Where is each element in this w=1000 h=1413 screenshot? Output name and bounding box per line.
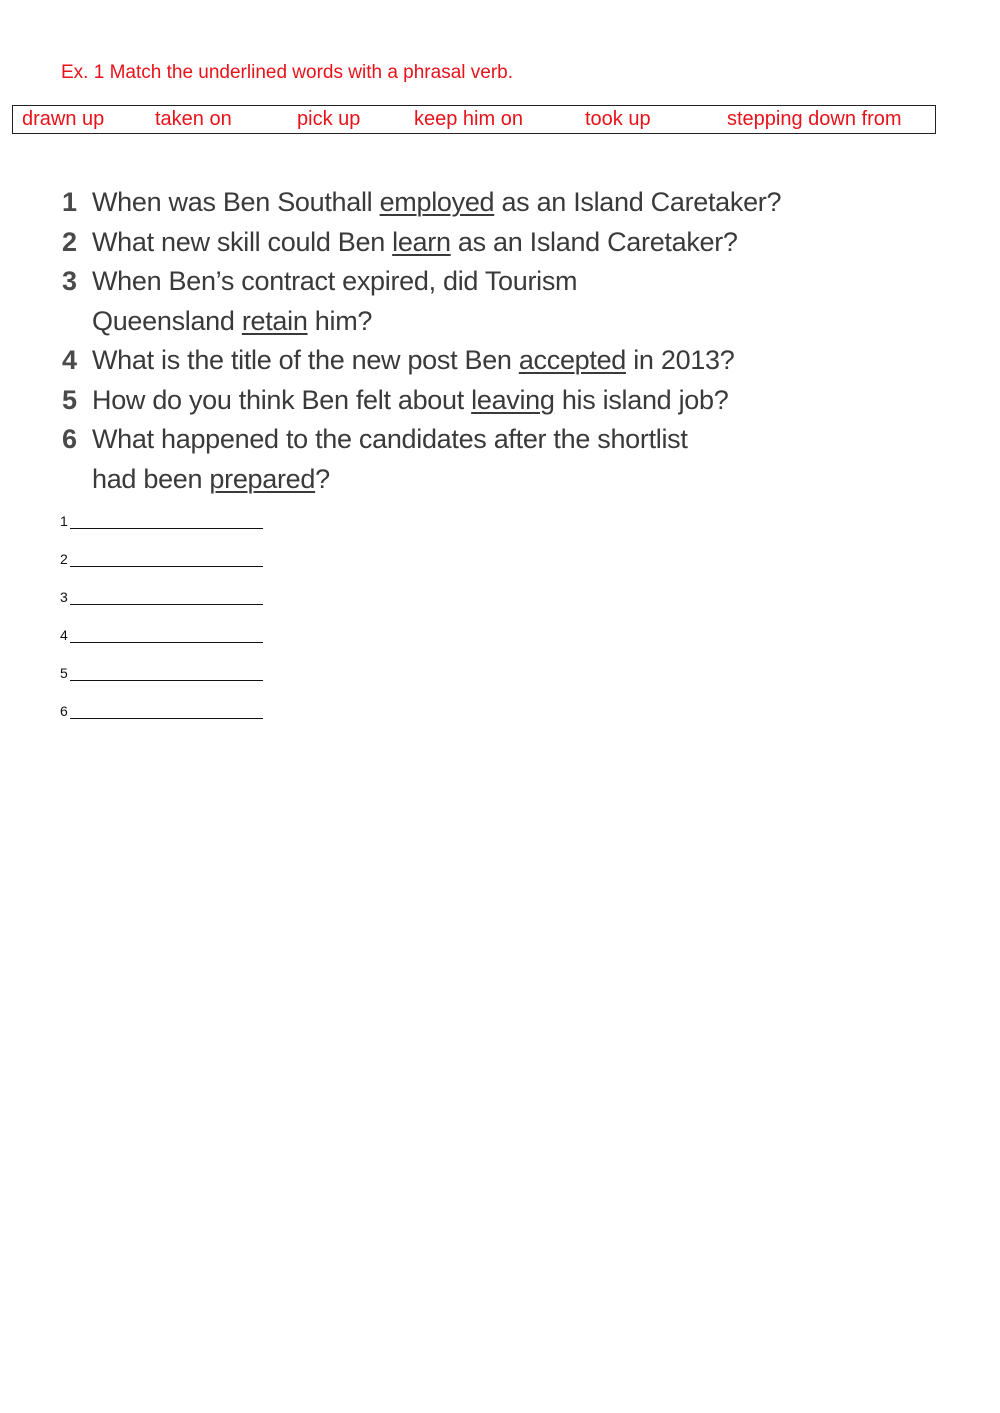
question-text: When was Ben Southall employed as an Island Caretaker?	[92, 187, 782, 217]
question-number: 1	[62, 187, 77, 217]
blank-line[interactable]	[70, 642, 263, 643]
word-bank	[12, 105, 936, 134]
answer-number: 5	[60, 665, 68, 681]
question-number: 3	[62, 266, 77, 296]
answer-number: 4	[60, 627, 68, 643]
word-bank-item: took up	[585, 108, 651, 130]
question-text: Queensland retain him?	[92, 305, 373, 336]
answer-number: 2	[60, 551, 68, 567]
exercise-instruction: Ex. 1 Match the underlined words with a phrasal verb.	[61, 62, 514, 83]
blank-line[interactable]	[70, 566, 263, 567]
question-text: had been prepared?	[92, 463, 330, 494]
underlined-word: learn	[392, 226, 451, 257]
underlined-word: accepted	[518, 345, 627, 375]
question-text: What happened to the candidates after the shortlist	[92, 424, 688, 454]
question-number: 6	[62, 424, 77, 454]
underlined-word: employed	[379, 187, 495, 217]
word-bank-item: taken on	[155, 108, 232, 130]
question-text: What is the title of the new post Ben accepted in 2013?	[92, 345, 735, 375]
question-text: How do you think Ben felt about leaving his island job?	[92, 384, 729, 415]
blank-line[interactable]	[70, 528, 263, 529]
question-text: When Ben’s contract expired, did Tourism	[92, 266, 578, 296]
word-bank-item: pick up	[297, 108, 361, 130]
underlined-word: prepared	[209, 463, 316, 494]
blank-line[interactable]	[70, 604, 263, 605]
word-bank-item: stepping down from	[727, 108, 902, 130]
underlined-word: leaving	[471, 384, 555, 415]
question-number: 5	[62, 384, 77, 415]
answer-number: 3	[60, 589, 68, 605]
question-text: What new skill could Ben learn as an Island Caretaker?	[92, 226, 738, 257]
answer-number: 1	[60, 513, 68, 529]
word-bank-item: keep him on	[414, 108, 523, 130]
word-bank-item: drawn up	[22, 108, 105, 130]
blank-line[interactable]	[70, 680, 263, 681]
underlined-word: retain	[241, 305, 308, 336]
question-number: 2	[62, 226, 77, 257]
question-number: 4	[62, 345, 77, 375]
blank-line[interactable]	[70, 718, 263, 719]
answer-number: 6	[60, 703, 68, 719]
